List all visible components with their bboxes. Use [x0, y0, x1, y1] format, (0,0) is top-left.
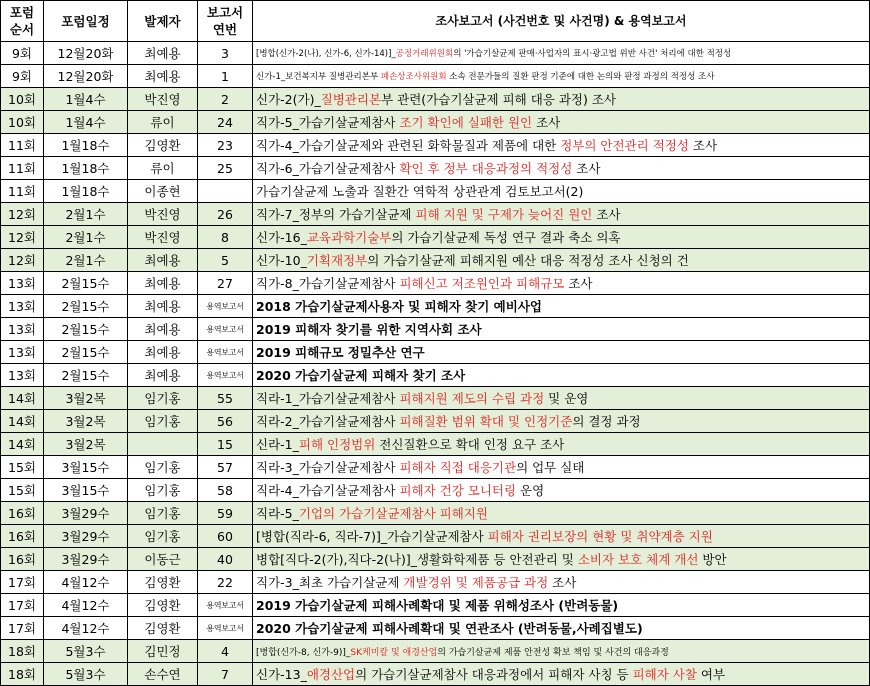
report-title-cell [253, 433, 870, 456]
report-title-cell [253, 157, 870, 180]
highlighted-text: 질병관리본 [320, 92, 382, 107]
report-title-cell [253, 410, 870, 433]
table-row [1, 617, 870, 640]
report-title-cell [253, 203, 870, 226]
header-presenter: 발제자 [128, 1, 198, 42]
report-title-cell [253, 594, 870, 617]
serial-cell: 15 [198, 433, 253, 456]
highlighted-text: 개발경위 및 제품공급 과정 [403, 575, 549, 590]
highlighted-text: SK케미칼 및 애경산업 [350, 647, 438, 658]
report-title-text: 직라-2_가습기살균제참사 [256, 414, 400, 429]
report-title-text: 신가-13_ [256, 667, 307, 682]
date-cell: 5월3수 [44, 640, 128, 663]
report-title-text: 직라-3_가습기살균제참사 [256, 460, 400, 475]
report-title-text: 조사 [548, 575, 577, 590]
report-title-text: 방안 [698, 552, 727, 567]
table-row [1, 88, 870, 111]
serial-cell: 1 [198, 65, 253, 88]
date-cell: 2월1수 [44, 249, 128, 272]
serial-cell: 60 [198, 525, 253, 548]
presenter-cell: 임기홍 [128, 410, 198, 433]
round-cell: 10회 [1, 111, 44, 134]
report-title-cell [253, 571, 870, 594]
date-cell: 3월2목 [44, 410, 128, 433]
table-row [1, 42, 870, 65]
table-row [1, 226, 870, 249]
report-title-text: [병합(신가-2(나), 신가-6, 신가-14)]_ [256, 49, 396, 59]
serial-cell: 23 [198, 134, 253, 157]
table-row [1, 502, 870, 525]
table-row [1, 341, 870, 364]
report-title-text: 조사 [572, 161, 601, 176]
presenter-cell: 최예용 [128, 272, 198, 295]
report-title-text: 신가-10_ [256, 253, 307, 268]
report-title-text: 직라-4_가습기살균제참사 [256, 483, 400, 498]
serial-cell: 4 [198, 640, 253, 663]
round-cell: 18회 [1, 663, 44, 686]
report-title-text: 의 결정 과정 [572, 414, 641, 429]
highlighted-text: 소비자 보호 체계 개선 [577, 552, 699, 567]
round-cell: 13회 [1, 272, 44, 295]
presenter-cell: 김영환 [128, 617, 198, 640]
table-row [1, 456, 870, 479]
report-title-cell [253, 640, 870, 663]
round-cell: 12회 [1, 249, 44, 272]
serial-cell: 58 [198, 479, 253, 502]
header-row [1, 1, 870, 42]
header-date: 포럼일정 [44, 1, 128, 42]
header-round: 포럼순서 [1, 1, 44, 42]
date-cell: 4월12수 [44, 571, 128, 594]
report-title-text: 직가-5_가습기살균제참사 [256, 115, 400, 130]
report-title-text: 조사 [532, 115, 561, 130]
report-title-text: 신가-1_보건복지부 질병관리본부 [256, 72, 381, 82]
report-title-text: 2019 피해자 찾기를 위한 지역사회 조사 [256, 322, 482, 337]
date-cell: 1월4수 [44, 88, 128, 111]
table-row [1, 364, 870, 387]
highlighted-text: 피해자 사찰 [632, 667, 697, 682]
table-row [1, 295, 870, 318]
report-title-text: 조사 [564, 276, 593, 291]
round-cell: 15회 [1, 479, 44, 502]
table-row [1, 479, 870, 502]
presenter-cell: 손수연 [128, 663, 198, 686]
report-title-text: 직가-6_가습기살균제참사 [256, 161, 400, 176]
report-title-text: 2020 가습기살균제 피해사례확대 및 연관조사 (반려동물,사례집별도) [256, 621, 643, 636]
report-title-cell [253, 249, 870, 272]
serial-cell: 8 [198, 226, 253, 249]
highlighted-text: 피해자 직접 대응기관 [399, 460, 517, 475]
date-cell: 3월15수 [44, 479, 128, 502]
report-title-text: 전신질환으로 확대 인정 요구 조사 [375, 437, 565, 452]
round-cell: 17회 [1, 594, 44, 617]
report-title-cell [253, 88, 870, 111]
report-title-cell [253, 502, 870, 525]
report-title-text: 병합[직다-2(가),직다-2(나)]_생활화학제품 등 안전관리 및 [256, 552, 578, 567]
round-cell: 18회 [1, 640, 44, 663]
report-title-cell [253, 226, 870, 249]
report-title-cell [253, 456, 870, 479]
serial-cell: 22 [198, 571, 253, 594]
header-serial: 보고서연번 [198, 1, 253, 42]
serial-cell: 용역보고서 [198, 617, 253, 640]
highlighted-text: 피해 지원 및 구제가 늦어진 원인 [415, 207, 593, 222]
header-title: 조사보고서 (사건번호 및 사건명) & 용역보고서 [253, 1, 870, 42]
table-row [1, 594, 870, 617]
report-title-cell [253, 387, 870, 410]
table-row [1, 65, 870, 88]
serial-cell: 용역보고서 [198, 594, 253, 617]
report-title-text: 직라-5_ [256, 506, 299, 521]
serial-cell: 56 [198, 410, 253, 433]
serial-cell: 57 [198, 456, 253, 479]
round-cell: 14회 [1, 410, 44, 433]
presenter-cell: 최예용 [128, 249, 198, 272]
presenter-cell: 김민정 [128, 640, 198, 663]
date-cell: 4월12수 [44, 594, 128, 617]
presenter-cell: 최예용 [128, 65, 198, 88]
table-row [1, 111, 870, 134]
report-title-text: 2018 가습기살균제사용자 및 피해자 찾기 예비사업 [256, 299, 542, 314]
report-title-text: 신가-2(가)_ [256, 92, 321, 107]
report-title-cell [253, 364, 870, 387]
report-title-cell [253, 479, 870, 502]
serial-cell: 26 [198, 203, 253, 226]
table-row [1, 548, 870, 571]
presenter-cell: 최예용 [128, 341, 198, 364]
date-cell: 12월20화 [44, 65, 128, 88]
date-cell: 3월29수 [44, 548, 128, 571]
date-cell: 5월3수 [44, 663, 128, 686]
serial-cell: 2 [198, 88, 253, 111]
presenter-cell: 최예용 [128, 295, 198, 318]
presenter-cell: 이종현 [128, 180, 198, 203]
report-title-cell [253, 295, 870, 318]
report-title-text: 직가-3_최초 가습기살균제 [256, 575, 404, 590]
date-cell: 2월15수 [44, 272, 128, 295]
date-cell: 1월18수 [44, 180, 128, 203]
report-title-text: 조사 [688, 138, 718, 153]
report-title-cell [253, 525, 870, 548]
presenter-cell: 김영환 [128, 134, 198, 157]
report-title-cell [253, 341, 870, 364]
date-cell: 2월15수 [44, 318, 128, 341]
presenter-cell: 임기홍 [128, 525, 198, 548]
highlighted-text: 공정거래위원회 [395, 49, 454, 59]
highlighted-text: 기업의 가습기살균제참사 피해지원 [298, 506, 488, 521]
report-title-text: [병합(신가-8, 신가-9)]_ [256, 647, 351, 658]
table-row [1, 525, 870, 548]
table-row [1, 318, 870, 341]
report-title-text: 의 '가습기살균제 판매·사업자의 표시·광고법 위반 사건' 처리에 대한 적정성 [453, 49, 732, 59]
presenter-cell [128, 433, 198, 456]
date-cell: 3월2목 [44, 433, 128, 456]
serial-cell: 25 [198, 157, 253, 180]
round-cell: 13회 [1, 318, 44, 341]
serial-cell: 5 [198, 249, 253, 272]
serial-cell: 7 [198, 663, 253, 686]
round-cell: 14회 [1, 433, 44, 456]
highlighted-text: 피해지원 제도의 수립 과정 [399, 391, 545, 406]
date-cell: 1월18수 [44, 134, 128, 157]
report-title-text: 직가-4_가습기살균제와 관련된 화학물질과 제품에 대한 [256, 138, 561, 153]
presenter-cell: 류이 [128, 157, 198, 180]
table-row [1, 433, 870, 456]
serial-cell: 27 [198, 272, 253, 295]
date-cell: 3월15수 [44, 456, 128, 479]
round-cell: 12회 [1, 226, 44, 249]
report-title-text: 2020 가습기살균제 피해자 찾기 조사 [256, 368, 466, 383]
highlighted-text: 정부의 안전관리 적정성 [560, 138, 689, 153]
report-title-text: [병합(직라-6, 직라-7)]_가습기살균제참사 [256, 529, 488, 544]
report-title-cell [253, 272, 870, 295]
date-cell: 3월2목 [44, 387, 128, 410]
presenter-cell: 최예용 [128, 42, 198, 65]
serial-cell: 59 [198, 502, 253, 525]
highlighted-text: 피해자 권리보장의 현황 및 취약계층 지원 [487, 529, 713, 544]
round-cell: 9회 [1, 65, 44, 88]
presenter-cell: 임기홍 [128, 387, 198, 410]
report-title-text: 직가-8_가습기살균제참사 [256, 276, 400, 291]
date-cell: 2월1수 [44, 203, 128, 226]
highlighted-text: 피해 인정범위 [298, 437, 376, 452]
table-row [1, 157, 870, 180]
report-title-cell [253, 134, 870, 157]
serial-cell: 55 [198, 387, 253, 410]
report-title-cell [253, 65, 870, 88]
table-row [1, 180, 870, 203]
serial-cell: 용역보고서 [198, 364, 253, 387]
highlighted-text: 폐손상조사위원회 [380, 72, 447, 82]
date-cell: 4월12수 [44, 617, 128, 640]
report-title-cell [253, 617, 870, 640]
round-cell: 9회 [1, 42, 44, 65]
round-cell: 10회 [1, 88, 44, 111]
report-title-text: 의 가습기살균제참사 대응과정에서 피해자 사칭 등 [355, 667, 633, 682]
highlighted-text: 교육과학기술부 [306, 230, 392, 245]
report-title-text: 의 가습기살균제 피해지원 예산 대응 적정성 조사 신청의 건 [367, 253, 689, 268]
round-cell: 15회 [1, 456, 44, 479]
table-row [1, 249, 870, 272]
report-title-cell [253, 663, 870, 686]
report-title-text: 의 업무 실태 [516, 460, 585, 475]
date-cell: 2월15수 [44, 341, 128, 364]
serial-cell: 24 [198, 111, 253, 134]
table-row [1, 410, 870, 433]
round-cell: 17회 [1, 617, 44, 640]
presenter-cell: 임기홍 [128, 502, 198, 525]
table-row [1, 134, 870, 157]
serial-cell: 용역보고서 [198, 341, 253, 364]
report-title-text: 직라-1_가습기살균제참사 [256, 391, 400, 406]
round-cell: 16회 [1, 502, 44, 525]
report-title-text: 신가-16_ [256, 230, 307, 245]
highlighted-text: 확인 후 정부 대응과정의 적정성 [399, 161, 573, 176]
serial-cell: 3 [198, 42, 253, 65]
date-cell: 3월29수 [44, 502, 128, 525]
table-row [1, 387, 870, 410]
report-title-text: 의 가습기살균제 독성 연구 결과 축소 의혹 [391, 230, 621, 245]
round-cell: 17회 [1, 571, 44, 594]
report-title-text: 소속 전문가들의 질환 판정 기준에 대한 논의와 판정 과정의 적정성 조사 [446, 72, 715, 82]
presenter-cell: 류이 [128, 111, 198, 134]
report-title-cell [253, 42, 870, 65]
round-cell: 13회 [1, 341, 44, 364]
report-title-cell [253, 180, 870, 203]
report-title-text: 2019 가습기살균제 피해사례확대 및 제품 위해성조사 (반려동물) [256, 598, 619, 613]
report-title-text: 및 운영 [544, 391, 589, 406]
report-title-text: 의 가습기살균제 제품 안전성 확보 책임 및 사건의 대응과정 [437, 647, 669, 658]
table-body [1, 42, 870, 686]
report-title-text: 2019 피해규모 정밀추산 연구 [256, 345, 425, 360]
presenter-cell: 임기홍 [128, 456, 198, 479]
report-title-text: 조사 [592, 207, 621, 222]
table-row [1, 272, 870, 295]
presenter-cell: 이동근 [128, 548, 198, 571]
presenter-cell: 김영환 [128, 594, 198, 617]
presenter-cell: 박진영 [128, 203, 198, 226]
serial-cell: 40 [198, 548, 253, 571]
report-title-text: 부 관련(가습기살균제 피해 대응 과정) 조사 [381, 92, 616, 107]
round-cell: 11회 [1, 180, 44, 203]
round-cell: 16회 [1, 525, 44, 548]
report-title-cell [253, 318, 870, 341]
serial-cell: 용역보고서 [198, 318, 253, 341]
presenter-cell: 박진영 [128, 226, 198, 249]
highlighted-text: 조기 확인에 실패한 원인 [399, 115, 533, 130]
round-cell: 13회 [1, 295, 44, 318]
report-title-text: 운영 [516, 483, 545, 498]
round-cell: 11회 [1, 157, 44, 180]
round-cell: 11회 [1, 134, 44, 157]
report-title-text: 여부 [696, 667, 726, 682]
report-title-cell [253, 548, 870, 571]
date-cell: 1월18수 [44, 157, 128, 180]
highlighted-text: 피해자 건강 모니터링 [399, 483, 517, 498]
report-title-text: 가습기살균제 노출과 질환간 역학적 상관관계 검토보고서(2) [256, 184, 584, 199]
round-cell: 12회 [1, 203, 44, 226]
date-cell: 3월29수 [44, 525, 128, 548]
presenter-cell: 최예용 [128, 364, 198, 387]
table-row [1, 663, 870, 686]
round-cell: 14회 [1, 387, 44, 410]
presenter-cell: 김영환 [128, 571, 198, 594]
highlighted-text: 피해질환 범위 확대 및 인정기준 [399, 414, 573, 429]
report-title-text: 신라-1_ [256, 437, 299, 452]
table-row [1, 203, 870, 226]
round-cell: 16회 [1, 548, 44, 571]
highlighted-text: 기획재정부 [306, 253, 368, 268]
table-row [1, 640, 870, 663]
serial-cell [198, 180, 253, 203]
presenter-cell: 최예용 [128, 318, 198, 341]
presenter-cell: 임기홍 [128, 479, 198, 502]
date-cell: 12월20화 [44, 42, 128, 65]
date-cell: 1월4수 [44, 111, 128, 134]
serial-cell: 용역보고서 [198, 295, 253, 318]
report-title-cell [253, 111, 870, 134]
highlighted-text: 피해신고 저조원인과 피해규모 [399, 276, 565, 291]
table-row [1, 571, 870, 594]
round-cell: 13회 [1, 364, 44, 387]
date-cell: 2월1수 [44, 226, 128, 249]
report-title-text: 직가-7_정부의 가습기살균제 [256, 207, 416, 222]
date-cell: 2월15수 [44, 364, 128, 387]
date-cell: 2월15수 [44, 295, 128, 318]
presenter-cell: 박진영 [128, 88, 198, 111]
highlighted-text: 애경산업 [306, 667, 356, 682]
